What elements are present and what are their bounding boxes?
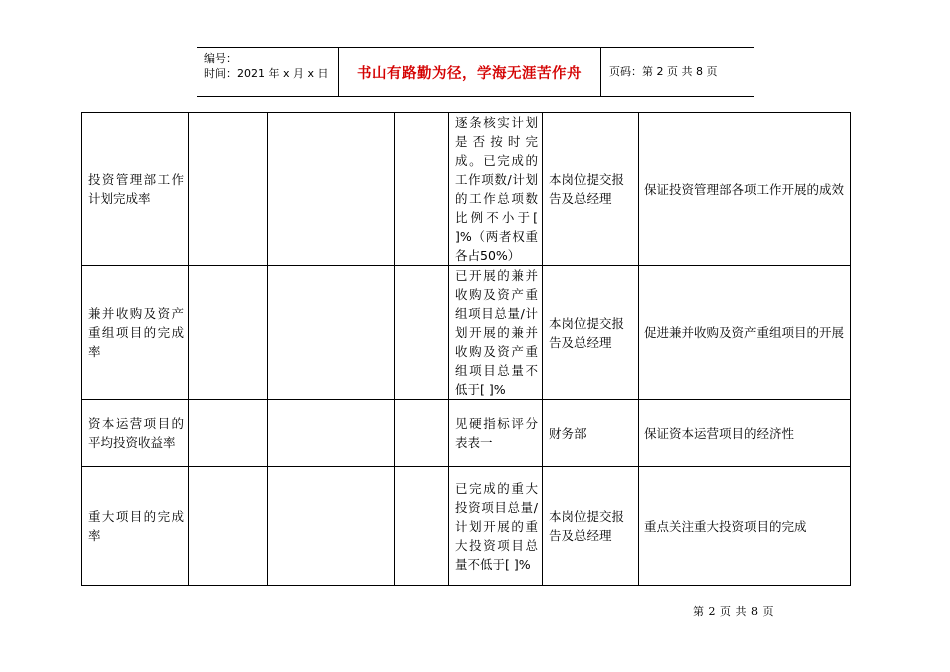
source-cell: 本岗位提交报告及总经理 <box>543 467 639 586</box>
empty-cell <box>395 400 449 467</box>
number-label: 编号： <box>204 52 237 65</box>
indicator-name-cell: 投资管理部工作计划完成率 <box>82 113 189 266</box>
purpose-cell: 重点关注重大投资项目的完成 <box>639 467 851 586</box>
empty-cell <box>189 113 268 266</box>
page-footer: 第 2 页 共 8 页 <box>693 605 774 618</box>
purpose-cell: 促进兼并收购及资产重组项目的开展 <box>639 266 851 400</box>
empty-cell <box>268 467 395 586</box>
purpose-cell: 保证资本运营项目的经济性 <box>639 400 851 467</box>
standard-cell: 已完成的重大投资项目总量/计划开展的重大投资项目总量不低于[ ]% <box>449 467 543 586</box>
time-label: 时间：2021 年 x 月 x 日 <box>204 67 329 80</box>
standard-cell: 已开展的兼并收购及资产重组项目总量/计划开展的兼并收购及资产重组项目总量不低于[ ]% <box>449 266 543 400</box>
table-row <box>82 400 851 467</box>
purpose-cell: 保证投资管理部各项工作开展的成效 <box>639 113 851 266</box>
document-header <box>197 47 754 97</box>
table-row <box>82 113 851 266</box>
empty-cell <box>395 266 449 400</box>
empty-cell <box>189 400 268 467</box>
source-cell: 本岗位提交报告及总经理 <box>543 266 639 400</box>
empty-cell <box>189 467 268 586</box>
indicator-name-cell: 兼并收购及资产重组项目的完成率 <box>82 266 189 400</box>
header-motto: 书山有路勤为径，学海无涯苦作舟 <box>357 65 582 82</box>
kpi-table <box>81 112 851 586</box>
source-cell: 财务部 <box>543 400 639 467</box>
empty-cell <box>268 400 395 467</box>
header-meta <box>204 51 329 81</box>
indicator-name-cell: 资本运营项目的平均投资收益率 <box>82 400 189 467</box>
source-cell: 本岗位提交报告及总经理 <box>543 113 639 266</box>
table-row <box>82 467 851 586</box>
standard-cell: 逐条核实计划是否按时完成。已完成的工作项数/计划的工作总项数比例不小于[ ]%（两者权重各占50%） <box>449 113 543 266</box>
page-label: 页码：第 2 页 共 8 页 <box>609 65 718 78</box>
empty-cell <box>395 467 449 586</box>
empty-cell <box>268 113 395 266</box>
table-row <box>82 266 851 400</box>
indicator-name-cell: 重大项目的完成率 <box>82 467 189 586</box>
header-divider <box>600 47 601 97</box>
empty-cell <box>268 266 395 400</box>
empty-cell <box>395 113 449 266</box>
standard-cell: 见硬指标评分表表一 <box>449 400 543 467</box>
empty-cell <box>189 266 268 400</box>
